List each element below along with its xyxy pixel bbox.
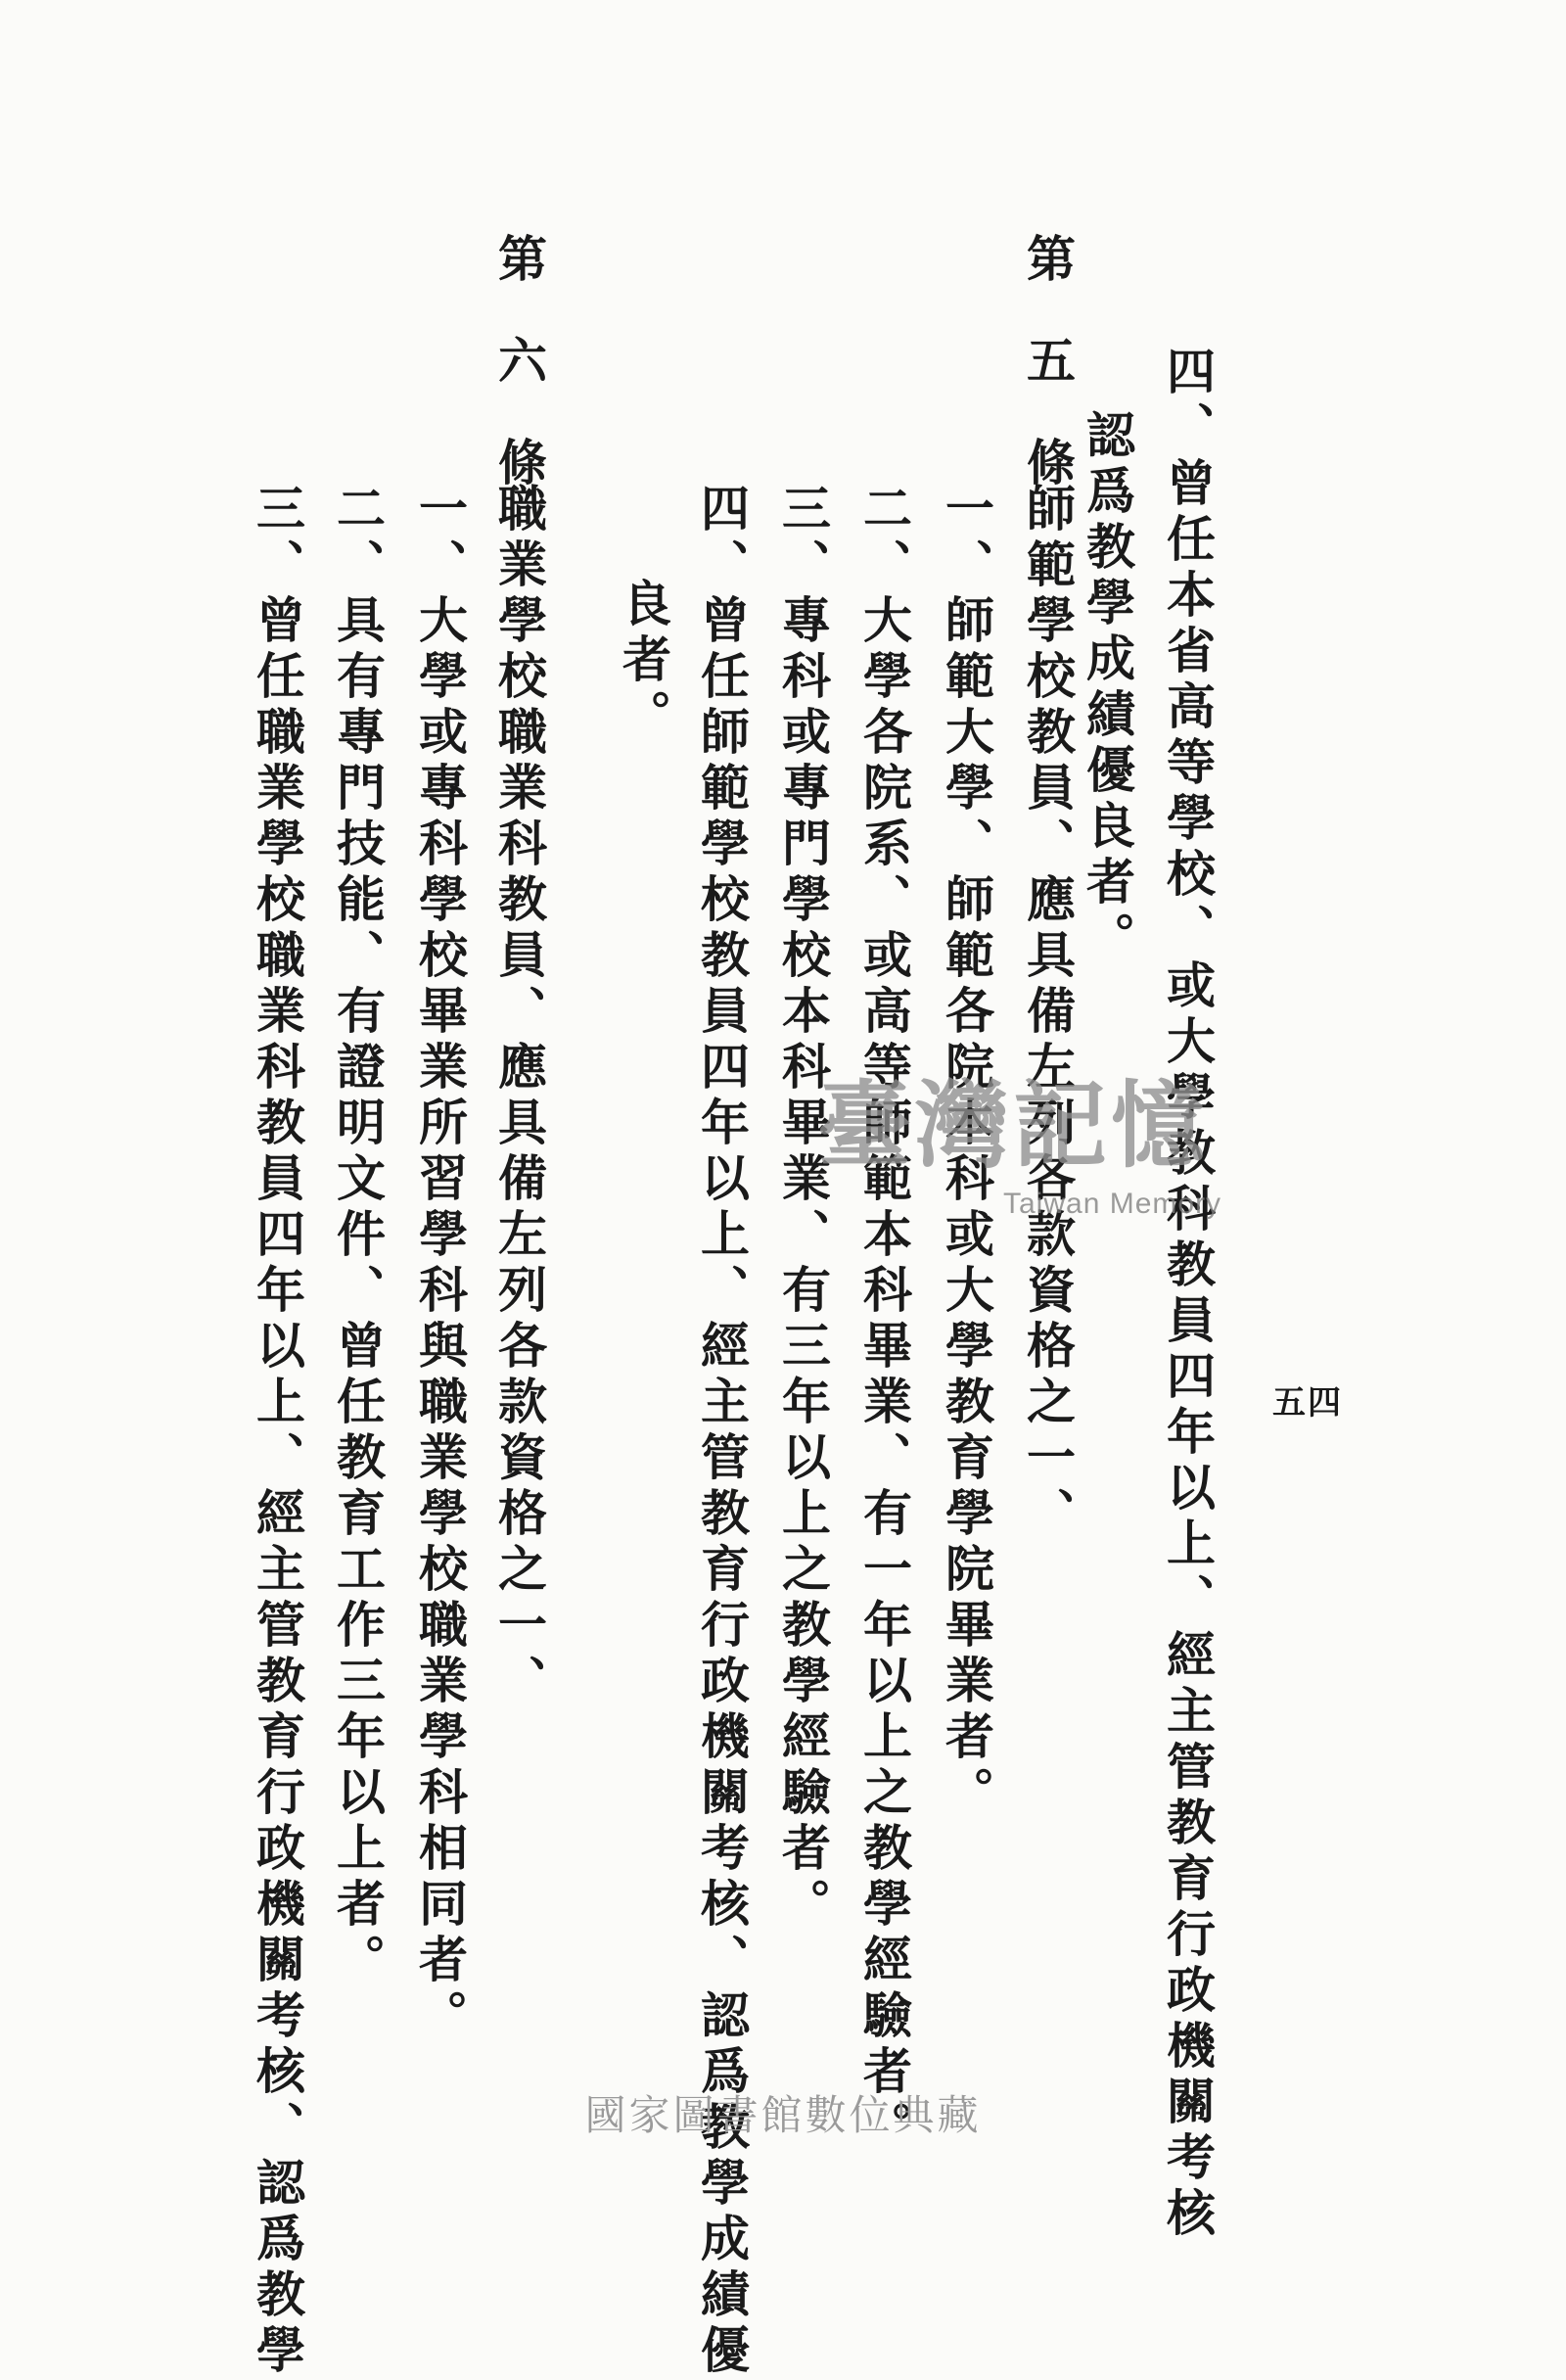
watermark-english: Taiwan Memory (1003, 1188, 1222, 1220)
library-footer: 國家圖書館數位典藏 (584, 2091, 982, 2139)
text-column-2: 認爲教學成績優良者。 (1079, 409, 1136, 967)
article-6-heading: 第六條 (490, 233, 548, 538)
text-column-8: 四、曾任師範學校教員四年以上、經主管教育行政機關考核、認爲教學成績優 (693, 483, 751, 2380)
text-column-14: 三、曾任職業學校職業科教員四年以上、經主管教育行政機關考核、認爲教學 (249, 483, 306, 2380)
article-5-heading: 第五條 (1019, 233, 1077, 538)
page-number: 五四 (1272, 1383, 1343, 1423)
text-column-11: 職業學校職業科教員、應具備左列各款資格之一、 (490, 483, 548, 1710)
taiwan-memory-watermark (817, 1072, 1228, 1258)
text-column-5: 一、師範大學、師範各院本科或大學教育學院畢業者。 (938, 483, 995, 1822)
text-column-13: 二、具有專門技能、有證明文件、曾任教育工作三年以上者。 (329, 483, 387, 1989)
text-column-12: 一、大學或專科學校畢業所習學科與職業學校職業學科相同者。 (411, 483, 469, 2045)
text-column-4: 師範學校教員、應具備左列各款資格之一、 (1019, 483, 1077, 1543)
text-column-7: 三、專科或專門學校本科畢業、有三年以上之教學經驗者。 (774, 483, 832, 1934)
watermark-chinese: 臺灣記憶 (817, 1070, 1209, 1181)
text-column-9: 良者。 (615, 578, 672, 745)
text-column-6: 二、大學各院系、或高等師範本科畢業、有一年以上之教學經驗者。 (855, 483, 913, 2157)
text-column-1: 四、曾任本省高等學校、或大學教科教員四年以上、經主管教育行政機關考核 (1159, 346, 1217, 2243)
